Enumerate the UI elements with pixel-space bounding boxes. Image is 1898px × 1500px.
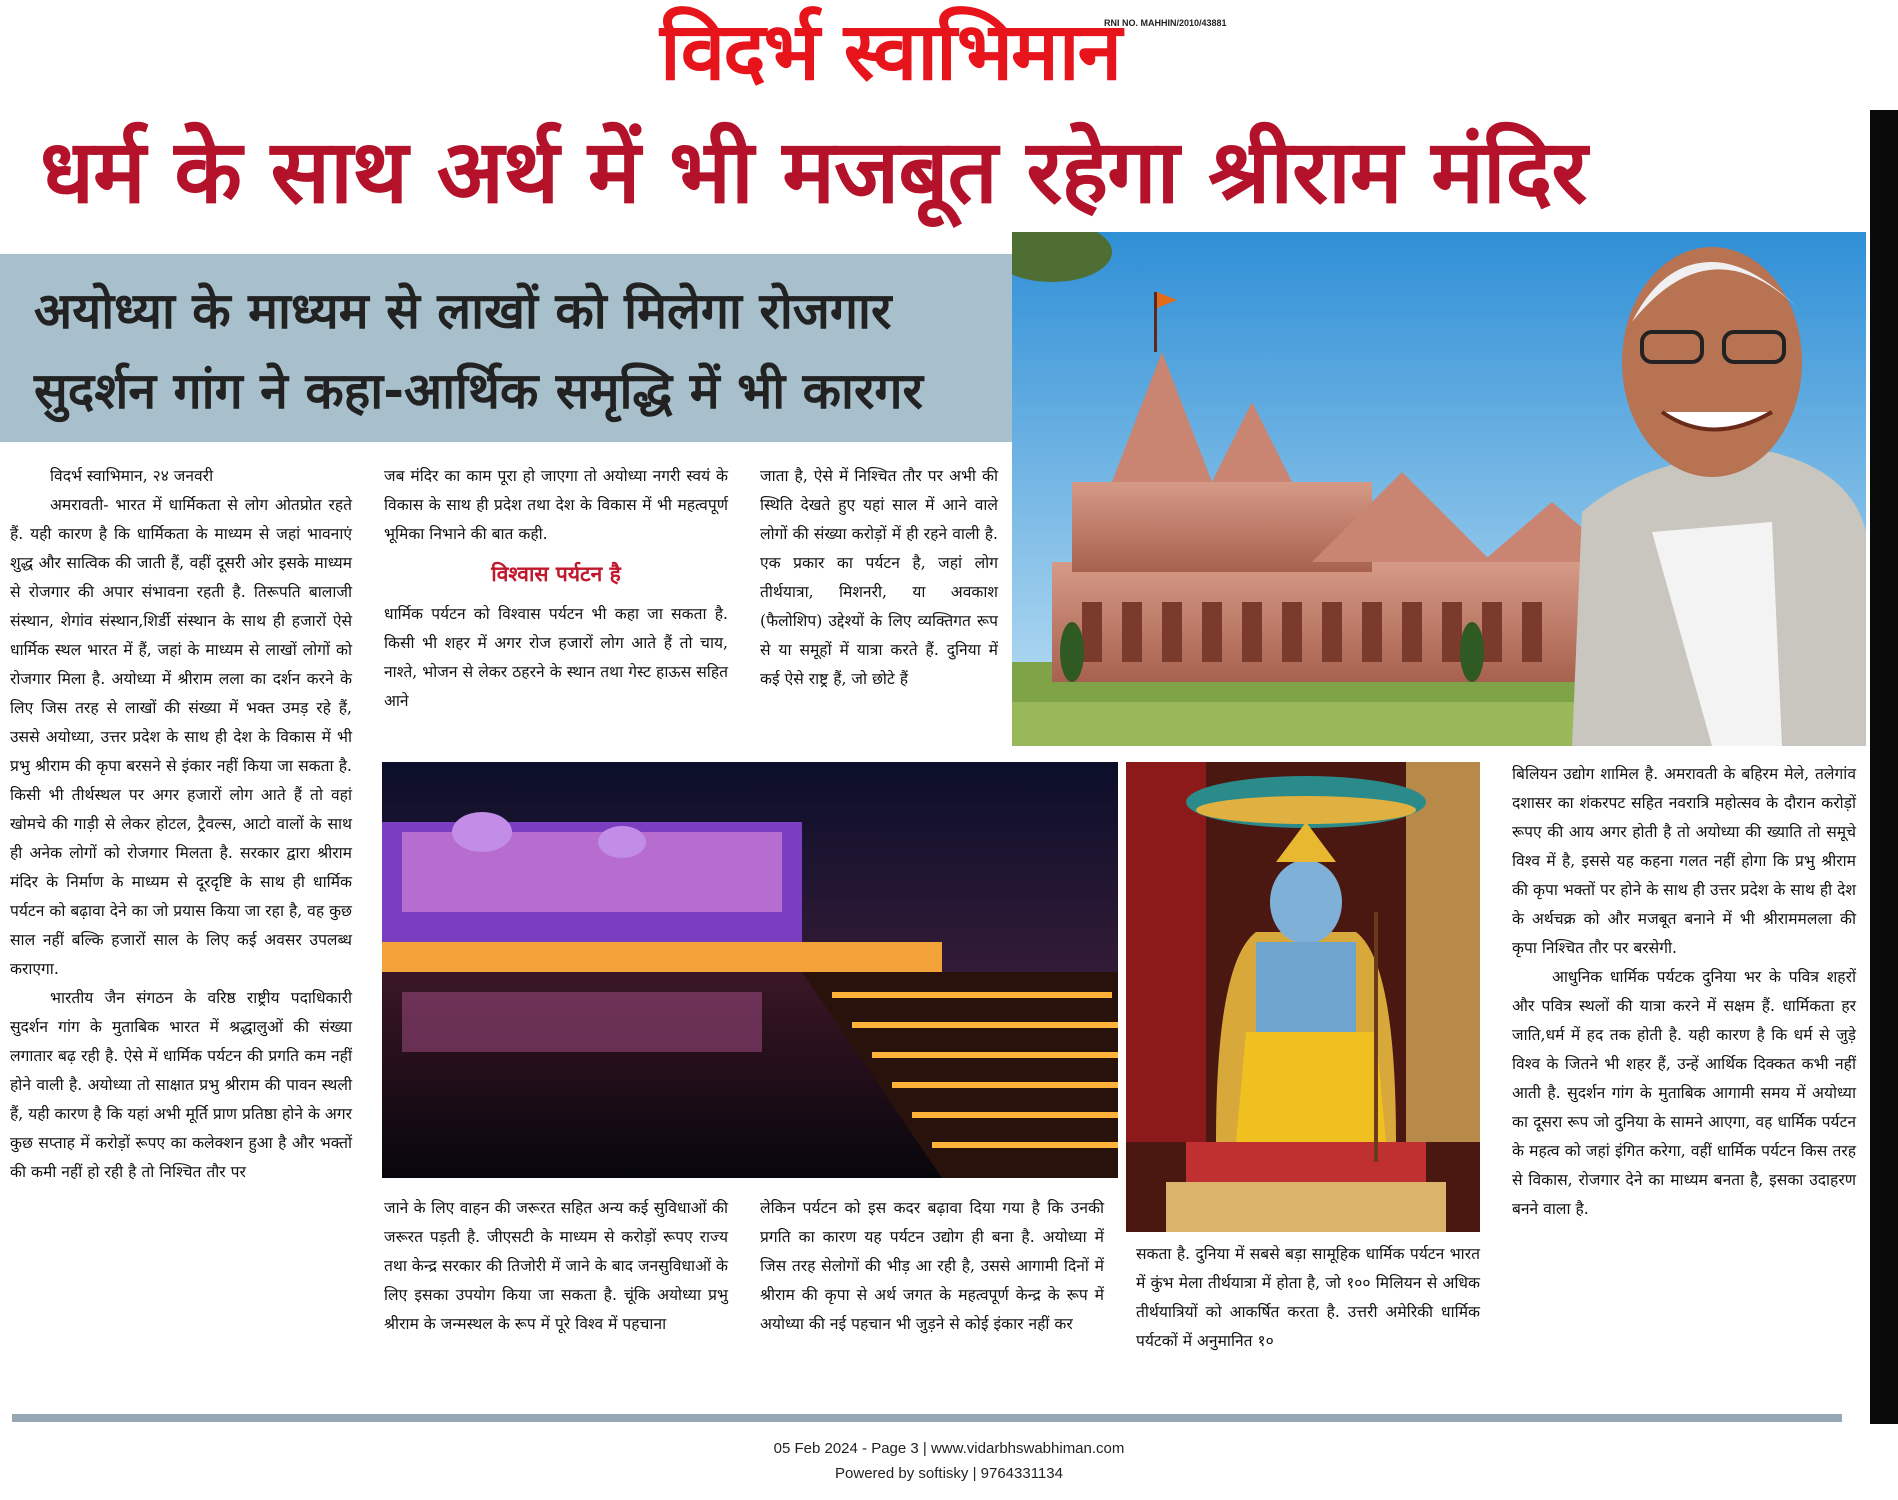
article-col3-para1: जाता है, ऐसे में निश्चित तौर पर अभी की स्थिति देखते हुए यहां साल में आने वाले लोगों की संख्या करोड़ों में ही रहने वाली है. एक प्रकार का पर्यटन है, जहां लोग तीर्थयात्रा, मिशनरी, या अवकाश (फैलोशिप) उद्देश्यों के लिए व्यक्तिगत रूप से या समूहों में यात्रा करते हैं. दुनिया में कई ऐसे राष्ट्र हैं, जो छोटे हैं (760, 467, 998, 688)
article-column-4-bottom (1136, 1240, 1480, 1356)
article-col2-para1: जब मंदिर का काम पूरा हो जाएगा तो अयोध्या नगरी स्वयं के विकास के साथ ही प्रदेश तथा देश के विकास में भी महत्वपूर्ण भूमिका निभाने की बात कही. (384, 467, 728, 543)
masthead (0, 0, 1898, 108)
dateline: विदर्भ स्वाभिमान, २४ जनवरी (50, 467, 214, 485)
article-column-5 (1512, 760, 1856, 1224)
lord-ram-painting (1126, 762, 1480, 1232)
article-col1-para2: भारतीय जैन संगठन के वरिष्ठ राष्ट्रीय पदाधिकारी सुदर्शन गांग के मुताबिक भारत में श्रद्धालुओं की संख्या लगातार बढ़ रही है. ऐसे में धार्मिक पर्यटन की प्रगति कम नहीं होने वाली है. अयोध्या तो साक्षात प्रभु श्रीराम की पावन स्थली हैं, यही कारण है कि यहां अभी मूर्ति प्राण प्रतिष्ठा होने के अगर कुछ सप्ताह में करोड़ों रूपए का कलेक्शन हुआ है और भक्तों की कमी नहीं हो रही है तो निश्चित तौर पर (10, 989, 352, 1181)
article-col5-para1: बिलियन उद्योग शामिल है. अमरावती के बहिरम मेले, तलेगांव दशासर का शंकरपट सहित नवरात्रि महोत्सव के दौरान करोड़ों रूपए की आय अगर होती है तो अयोध्या की ख्याति तो समूचे विश्व में है, इससे यह कहना गलत नहीं होगा कि प्रभु श्रीराम की कृपा भक्तों पर होने के साथ ही उत्तर प्रदेश के साथ ही देश के अर्थचक्र को और मजबूत बनाने में भी श्रीराममलला की कृपा निश्चित तौर पर बरसेगी. (1512, 765, 1856, 957)
article-col2-para2: धार्मिक पर्यटन को विश्वास पर्यटन भी कहा जा सकता है. किसी भी शहर में अगर रोज हजारों लोग आते हैं तो चाय, नाश्ते, भोजन से लेकर ठहरने के स्थान तथा गेस्ट हाऊस सहित आने (384, 605, 728, 710)
newspaper-logo: विदर्भ स्वाभिमान (660, 5, 1121, 98)
footer-rule (12, 1414, 1842, 1422)
footer-powered-by: Powered by softisky | 9764331134 (835, 1465, 1063, 1482)
article-col3-bottom-para: लेकिन पर्यटन को इस कदर बढ़ावा दिया गया है कि उनकी प्रगति का कारण यह पर्यटन उद्योग ही बना है. अयोध्या में जिस तरह सेलोगों की भीड़ आ रही है, उससे आगामी दिनों में श्रीराम की कृपा से अर्थ जगत के महत्वपूर्ण केन्द्र के रूप में अयोध्या की नई पहचान भी जुड़ने से कोई इंकार नहीं कर (760, 1199, 1104, 1333)
subheadline-line-2: सुदर्शन गांग ने कहा-आर्थिक समृद्धि में भी कारगर (34, 362, 924, 420)
article-col5-para2: आधुनिक धार्मिक पर्यटक दुनिया भर के पवित्र शहरों और पवित्र स्थलों की यात्रा करने में सक्षम हैं. धार्मिकता हर जाति,धर्म में हद तक होती है. यही कारण है कि धर्म से जुड़े विश्व के जितने भी शहर हैं, उन्हें आर्थिक दिक्कत कभी नहीं आती है. सुदर्शन गांग के मुताबिक आगामी समय में अयोध्या का दूसरा रूप जो दुनिया के सामने आएगा, वह धार्मिक पर्यटन के महत्व को जहां इंगित करेगा, वहीं धार्मिक पर्यटन किस तरह से विकास, रोजगार देने का माध्यम बनता है, इसका उदाहरण बनने वाला है. (1512, 968, 1856, 1218)
article-column-2-bottom (384, 1194, 728, 1339)
section-subheading: विश्वास पर्यटन है (491, 561, 621, 586)
subheadline-box (0, 254, 1012, 442)
subheadline-line-1: अयोध्या के माध्यम से लाखों को मिलेगा रोजगार (34, 282, 892, 340)
article-col4-bottom-para: सकता है. दुनिया में सबसे बड़ा सामूहिक धार्मिक पर्यटन भारत में कुंभ मेला तीर्थयात्रा में होता है, जो १०० मिलियन से अधिक तीर्थयात्रियों को आकर्षित करता है. उत्तरी अमेरिकी धार्मिक पर्यटकों में अनुमानित १० (1136, 1245, 1480, 1350)
article-col2-bottom-para: जाने के लिए वाहन की जरूरत सहित अन्य कई सुविधाओं की जरूरत पड़ती है. जीएसटी के माध्यम से करोड़ों रूपए राज्य तथा केन्द्र सरकार की तिजोरी में जाने के बाद जनसुविधाओं के लिए इसका उपयोग किया जा सकता है. चूंकि अयोध्या प्रभु श्रीराम के जन्मस्थल के रूप में पूरे विश्व में पहचाना (384, 1199, 728, 1333)
footer-date-page-link: 05 Feb 2024 - Page 3 | www.vidarbhswabhiman.com (773, 1440, 1125, 1457)
article-column-3-top (760, 462, 998, 694)
page-edge-bar (1870, 110, 1898, 1424)
rni-number: RNI NO. MAHHIN/2010/43881 (1104, 18, 1227, 28)
temple-photo (1012, 232, 1866, 746)
article-column-3-bottom (760, 1194, 1104, 1339)
article-column-2-top (384, 462, 728, 716)
main-headline: धर्म के साथ अर्थ में भी मजबूत रहेगा श्रीराम मंदिर (40, 120, 1587, 223)
article-col1-para1: अमरावती- भारत में धार्मिकता से लोग ओतप्रोत रहते हैं. यही कारण है कि धार्मिकता के माध्यम से जहां भावनाएं शुद्ध और सात्विक की जाती हैं, वहीं दूसरी ओर इसके माध्यम से रोजगार की अपार संभावना रहती है. तिरूपति बालाजी संस्थान, शेगांव संस्थान,शिर्डी संस्थान के साथ ही हजारों ऐसे धार्मिक स्थल भारत में हैं, जहां के माध्यम से लाखों लोगों को रोजगार मिला है. अयोध्या में श्रीराम लला का दर्शन करने के लिए जिस तरह से लाखों की संख्या में भक्त उमड़ रहे हैं, उससे अयोध्या, उत्तर प्रदेश के साथ ही देश के विकास में भी प्रभु श्रीराम की कृपा बरसने से इंकार नहीं किया जा सकता है. किसी भी तीर्थस्थल पर अगर हजारों लोग आते हैं तो वहां खोमचे की गाड़ी से लेकर होटल, ट्रैवल्स, आटो वालों के साथ ही अनेक लोगों को रोजगार मिलता है. सरकार द्वारा श्रीराम मंदिर के निर्माण के माध्यम से दूरदृष्टि के साथ ही धार्मिक पर्यटन को बढ़ावा देने का जो प्रयास किया जा रहा है, वह कुछ साल नहीं बल्कि हजारों साल के लिए कई अवसर उपलब्ध कराएगा. (10, 496, 352, 978)
ayodhya-ghat-photo (382, 762, 1118, 1178)
article-column-1 (10, 462, 352, 1187)
